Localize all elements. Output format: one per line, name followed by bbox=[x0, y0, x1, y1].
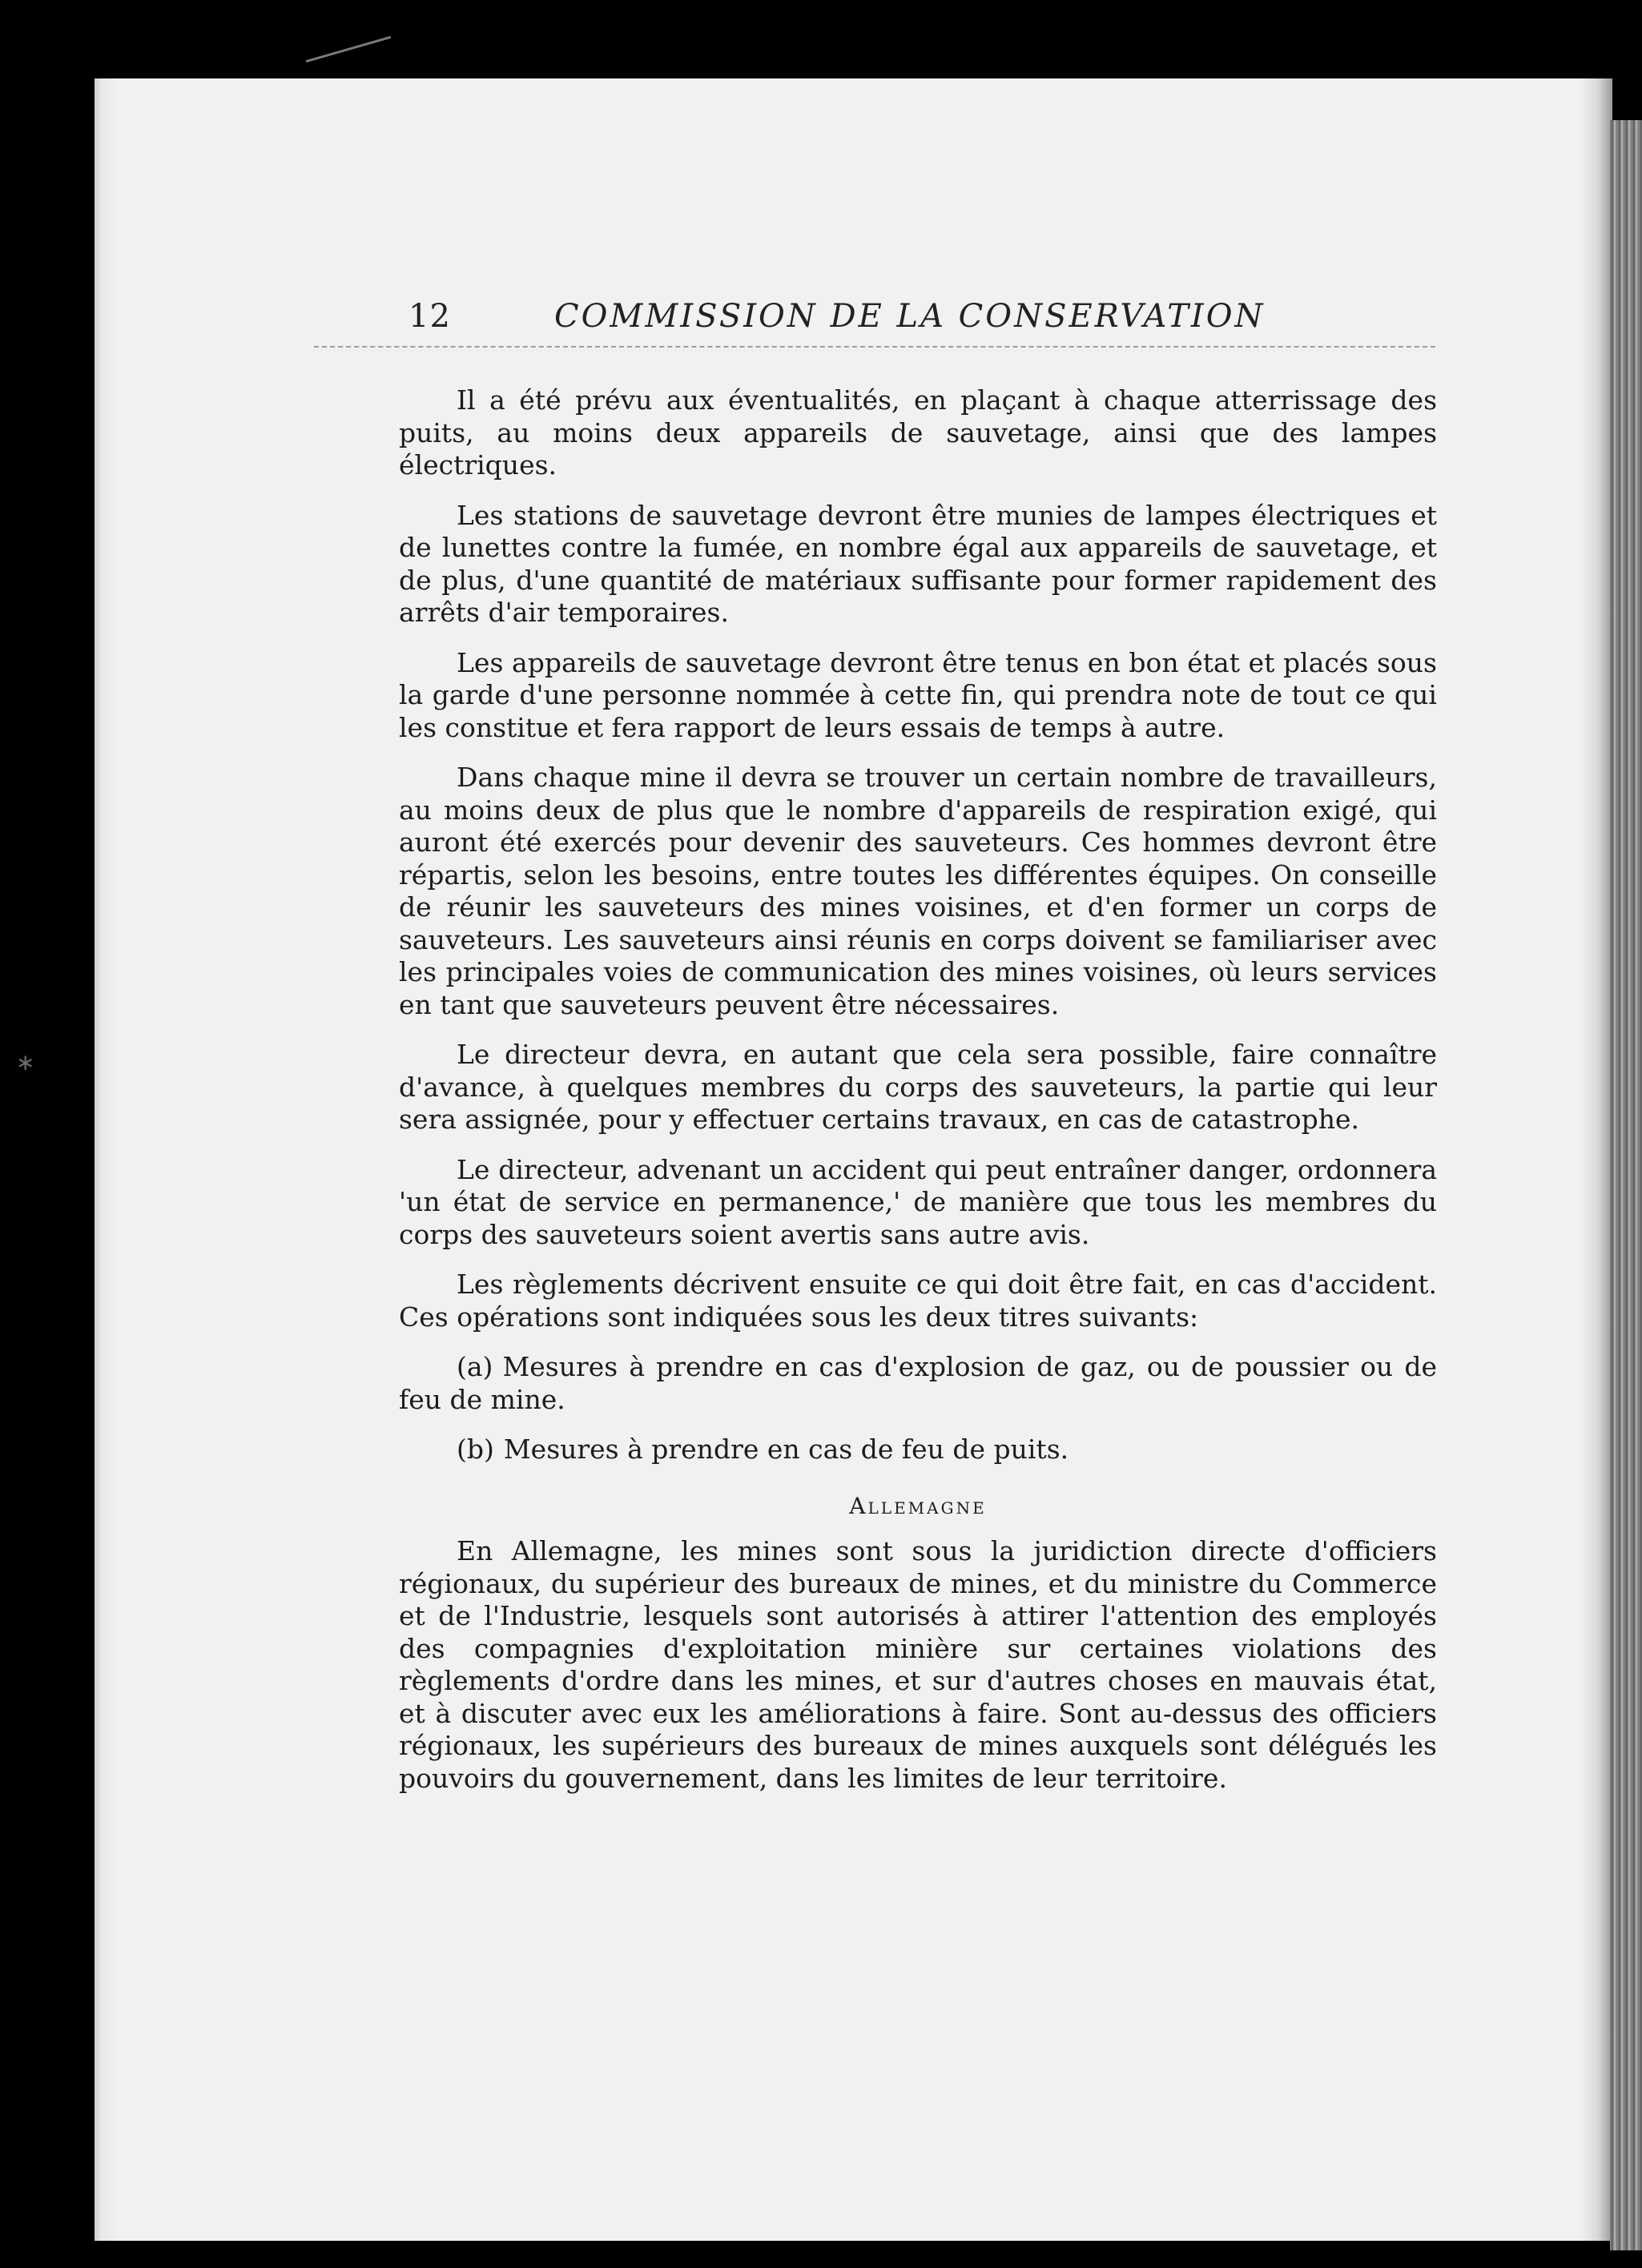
page-body bbox=[399, 384, 1437, 1812]
paragraph: Les stations de sauvetage devront être munies de lampes électriques et de lunettes contre la fumée, en nombre égal aux appareils de sauvetage, et de plus, d'une quantité de matériaux suffisante pour former rapidement des arrêts d'air temporaires. bbox=[399, 499, 1437, 628]
page-right-edge bbox=[1580, 78, 1612, 2241]
book-binding-edge bbox=[1610, 120, 1642, 2250]
paper-crease-mark bbox=[306, 36, 392, 62]
list-label: (a) bbox=[457, 1351, 493, 1382]
page-left-edge bbox=[95, 78, 131, 2241]
paragraph: Dans chaque mine il devra se trouver un certain nombre de travailleurs, au moins deux de plus que le nombre d'appareils de respiration exigé, qui auront été exercés pour devenir des sauveteurs. Ces hommes devront être répartis, selon les besoins, entre toutes les différentes équipes. On conseille de réunir les sauveteurs des mines voisines, et d'en former un corps de sauveteurs. Les sauveteurs ainsi réunis en corps doivent se familiariser avec les principales voies de communication des mines voisines, où leurs services en tant que sauveteurs peuvent être nécessaires. bbox=[399, 762, 1437, 1020]
header-rule bbox=[314, 346, 1435, 348]
paragraph: En Allemagne, les mines sont sous la juridiction directe d'officiers régionaux, du supérieur des bureaux de mines, et du ministre du Commerce et de l'Industrie, lesquels sont autorisés à attirer l'attention des employés des compagnies d'exploitation minière sur certaines violations des règlements d'ordre dans les mines, et sur d'autres choses en mauvais état, et à discuter avec eux les améliorations à faire. Sont au-dessus des officiers régionaux, les supérieurs des bureaux de mines auxquels sont délégués les pouvoirs du gouvernement, dans les limites de leur territoire. bbox=[399, 1535, 1437, 1794]
page-number: 12 bbox=[408, 298, 451, 335]
page-header bbox=[314, 298, 1435, 354]
paragraph: Il a été prévu aux éventualités, en plaçant à chaque atterrissage des puits, au moins deux appareils de sauvetage, ainsi que des lampes électriques. bbox=[399, 384, 1437, 481]
list-label: (b) bbox=[457, 1434, 494, 1465]
paragraph: Le directeur devra, en autant que cela sera possible, faire connaître d'avance, à quelques membres du corps des sauveteurs, la partie qui leur sera assignée, pour y effectuer certains travaux, en cas de catastrophe. bbox=[399, 1039, 1437, 1135]
list-item-b bbox=[399, 1434, 1437, 1466]
margin-speck-mark: ∗ bbox=[16, 1049, 35, 1076]
section-heading: Allemagne bbox=[849, 1492, 987, 1519]
paragraph: Les règlements décrivent ensuite ce qui doit être fait, en cas d'accident. Ces opérations sont indiquées sous les deux titres suivants: bbox=[399, 1269, 1437, 1333]
running-title: COMMISSION DE LA CONSERVATION bbox=[554, 298, 1266, 335]
paragraph: Les appareils de sauvetage devront être tenus en bon état et placés sous la garde d'une personne nommée à cette fin, qui prendra note de tout ce qui les constitue et fera rapport de leurs essais de temps à autre. bbox=[399, 646, 1437, 743]
list-text: Mesures à prendre en cas d'explosion de gaz, ou de poussier ou de feu de mine. bbox=[399, 1351, 1437, 1415]
list-item-a bbox=[399, 1351, 1437, 1416]
list-text: Mesures à prendre en cas de feu de puits. bbox=[503, 1434, 1069, 1465]
paragraph: Le directeur, advenant un accident qui peut entraîner danger, ordonnera 'un état de service en permanence,' de manière que tous les membres du corps des sauveteurs soient avertis sans autre avis. bbox=[399, 1153, 1437, 1250]
